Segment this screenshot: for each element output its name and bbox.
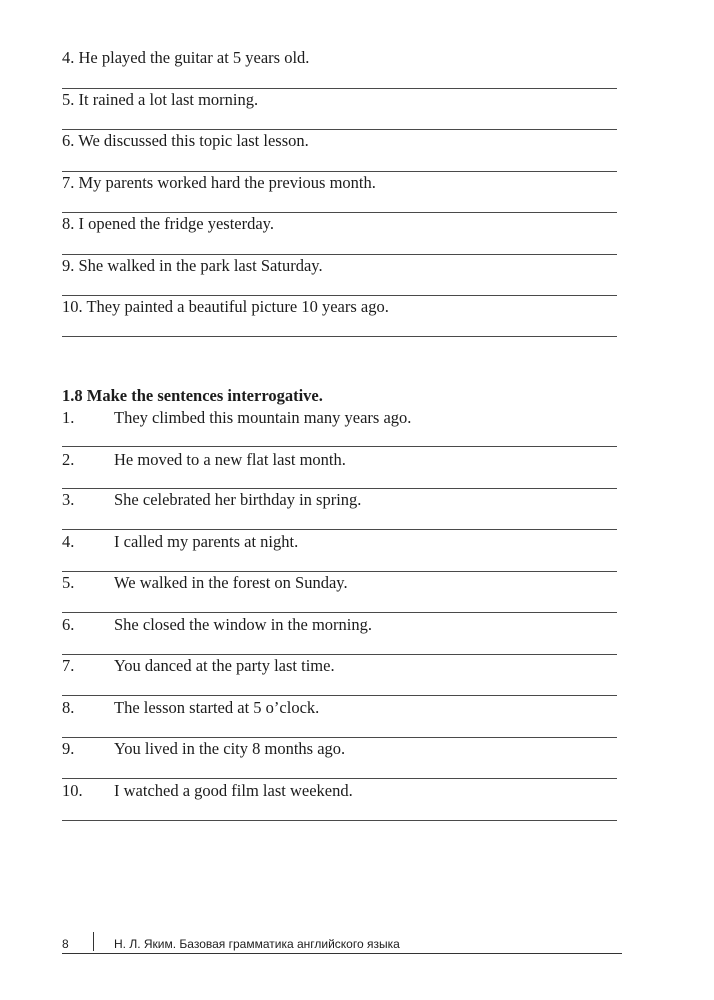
footer-rule (62, 953, 622, 954)
answer-line[interactable] (62, 295, 617, 296)
answer-line[interactable] (62, 171, 617, 172)
item-text: You lived in the city 8 months ago. (114, 739, 346, 758)
item-text: You danced at the party last time. (114, 656, 335, 675)
item-number: 4. (62, 532, 75, 551)
answer-line[interactable] (62, 695, 617, 696)
item-number: 1. (62, 408, 75, 427)
sentence-7: 7. My parents worked hard the previous month. (62, 173, 376, 192)
item-text: They climbed this mountain many years ago. (114, 408, 412, 427)
answer-line[interactable] (62, 129, 617, 130)
item-number: 9. (62, 739, 75, 758)
answer-line[interactable] (62, 820, 617, 821)
sentence-5: 5. It rained a lot last morning. (62, 90, 259, 109)
answer-line[interactable] (62, 212, 617, 213)
answer-line[interactable] (62, 737, 617, 738)
answer-line[interactable] (62, 529, 617, 530)
answer-line[interactable] (62, 488, 617, 489)
sentence-6: 6. We discussed this topic last lesson. (62, 131, 309, 150)
exercise-heading: 1.8 Make the sentences interrogative. (62, 386, 323, 405)
item-number: 5. (62, 573, 75, 592)
item-number: 2. (62, 450, 75, 469)
answer-line[interactable] (62, 336, 617, 337)
item-text: I called my parents at night. (114, 532, 299, 551)
item-text: She celebrated her birthday in spring. (114, 490, 362, 509)
item-number: 6. (62, 615, 75, 634)
footer-separator (93, 932, 94, 951)
item-text: She closed the window in the morning. (114, 615, 373, 634)
sentence-8: 8. I opened the fridge yesterday. (62, 214, 274, 233)
sentence-4: 4. He played the guitar at 5 years old. (62, 48, 310, 67)
item-text: The lesson started at 5 o’clock. (114, 698, 320, 717)
answer-line[interactable] (62, 778, 617, 779)
answer-line[interactable] (62, 612, 617, 613)
item-number: 8. (62, 698, 75, 717)
sentence-10: 10. They painted a beautiful picture 10 years ago. (62, 297, 389, 316)
item-number: 7. (62, 656, 75, 675)
item-text: He moved to a new flat last month. (114, 450, 346, 469)
answer-line[interactable] (62, 88, 617, 89)
book-title: Н. Л. Яким. Базовая грамматика английского языка (114, 937, 400, 951)
answer-line[interactable] (62, 254, 617, 255)
item-number: 10. (62, 781, 83, 800)
answer-line[interactable] (62, 654, 617, 655)
answer-line[interactable] (62, 446, 617, 447)
item-number: 3. (62, 490, 75, 509)
sentence-9: 9. She walked in the park last Saturday. (62, 256, 323, 275)
item-text: We walked in the forest on Sunday. (114, 573, 348, 592)
item-text: I watched a good film last weekend. (114, 781, 353, 800)
page-number: 8 (62, 937, 69, 951)
answer-line[interactable] (62, 571, 617, 572)
